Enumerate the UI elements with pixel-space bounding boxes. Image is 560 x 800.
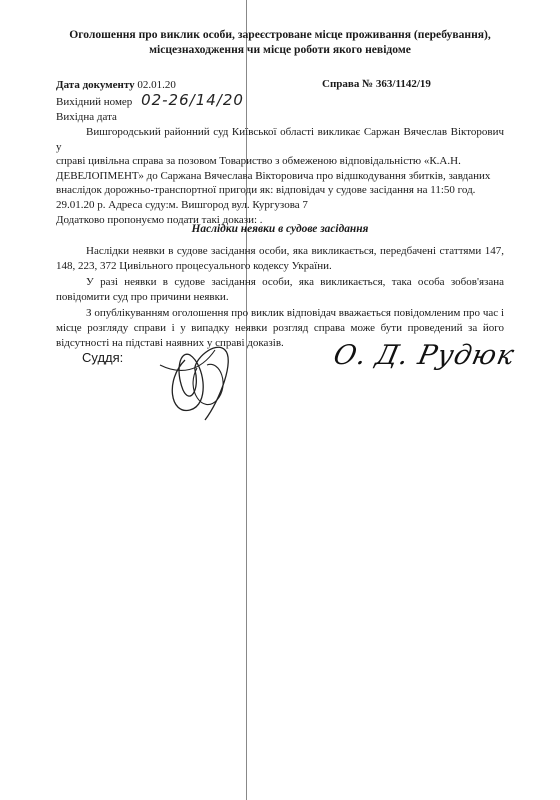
judge-name: О. Д. Рудюк (330, 340, 518, 371)
case-value: 363/1142/19 (375, 78, 431, 90)
summons-body (56, 125, 504, 227)
case-number (322, 78, 431, 90)
outgoing-number-label: Вихідний номер (56, 96, 133, 108)
outgoing-date-row (56, 110, 244, 125)
outgoing-date-label: Вихідна дата (56, 111, 117, 123)
summons-line-3: ДЕВЕЛОПМЕНТ» до Саржана Вячеслава Вікторовича про відшкодування збитків, завданих (56, 169, 491, 182)
summons-line-2: справі цивільна справа за позовом Товариство з обмеженою відповідальністю «К.А.Н. (56, 155, 461, 168)
title-line-2: місцезнаходження чи місце роботи якого невідоме (149, 43, 411, 56)
consequences-paragraph-3: З опублікуванням оголошення про виклик відповідач вважається повідомленим про час і місце розгляду справи і у випадку неявки розгляд справа може бути проведений за його відсутності на підставі наявних у справі доказів. (56, 307, 504, 349)
evidence-line: Додатково пропонуємо подати такі докази: . (56, 213, 263, 226)
case-label: Справа № (322, 78, 374, 90)
outgoing-number-row (56, 93, 244, 110)
doc-date-value: 02.01.20 (137, 79, 176, 91)
consequences-paragraph-2: У разі неявки в судове засідання особи, яка викликається, така особа зобов'язана повідомити суд про причини неявки. (56, 276, 504, 303)
summons-line-5: 29.01.20 р. Адреса суду:м. Вишгород вул. Кургузова 7 (56, 198, 308, 211)
outgoing-number-handwritten: 02-26/14/20 (141, 91, 244, 109)
title-line-1: Оголошення про виклик особи, зареєстроване місце проживання (перебування), (69, 28, 491, 41)
summons-line-1: Вишгородський районний суд Київської області викликає Саржан Вячеслав Вікторович у (56, 126, 504, 153)
document-meta (56, 78, 244, 125)
judge-signature (145, 320, 265, 430)
consequences-body (56, 244, 504, 352)
judge-label: Суддя: (82, 350, 124, 365)
document-title (40, 27, 520, 57)
summons-line-4: внаслідок дорожньо-транспортної пригоди як: відповідач у судове засідання на 11:50 год. (56, 184, 476, 197)
doc-date-label: Дата документу (56, 79, 135, 91)
section-title: Наслідки неявки в судове засідання (191, 223, 369, 235)
consequences-paragraph-1: Наслідки неявки в судове засідання особи, яка викликається, передбачені статтями 147, 148, 223, 372 Цивільного процесуального кодексу України. (56, 245, 504, 272)
